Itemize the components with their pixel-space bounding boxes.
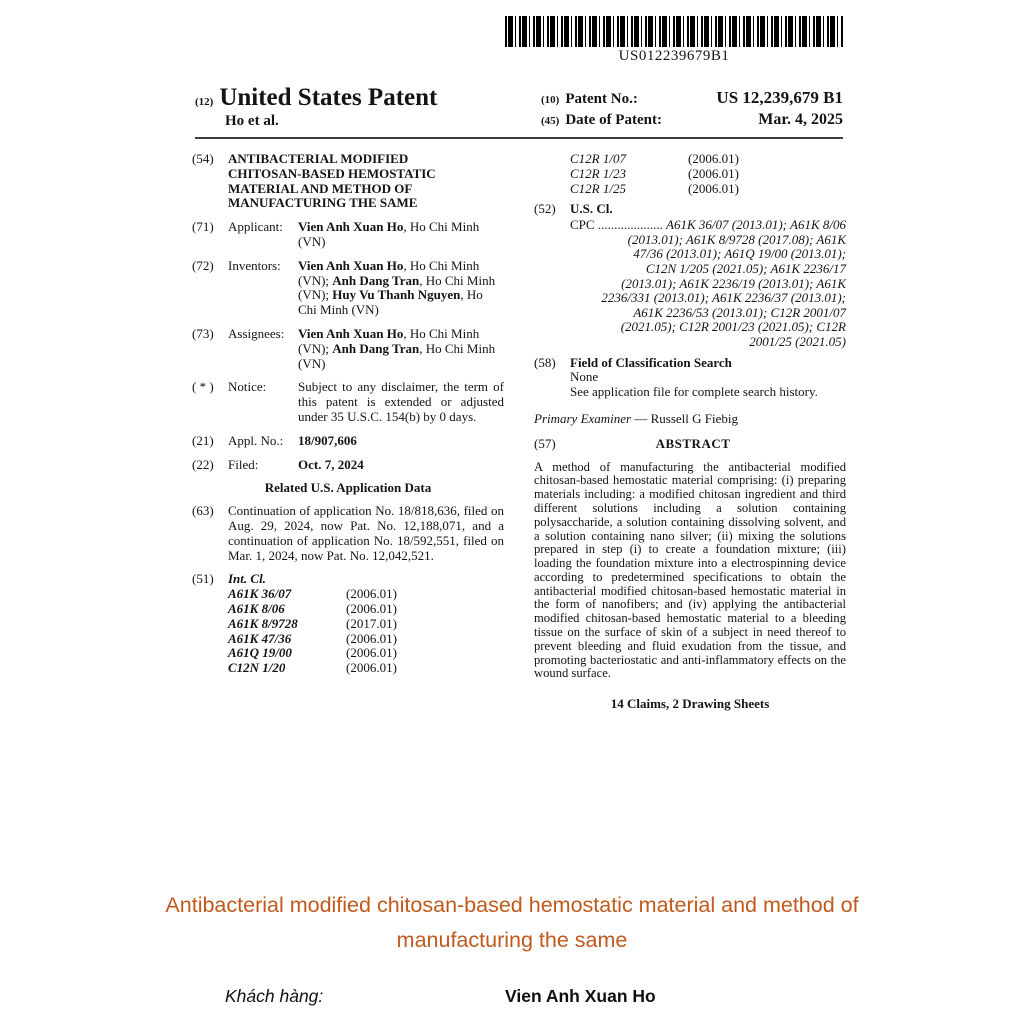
- field-num-asterisk: ( * ): [192, 379, 214, 395]
- notice-entry: [192, 380, 504, 424]
- int-cl-row: [228, 646, 504, 661]
- int-cl-version: (2006.01): [688, 180, 739, 196]
- cpc-block: [570, 218, 846, 349]
- cpc-line: C12N 1/205 (2021.05); A61K 2236/17: [645, 260, 846, 276]
- int-cl-row: [228, 632, 504, 647]
- int-cl-version: (2006.01): [346, 586, 397, 602]
- patent-no-label: Patent No.:: [565, 91, 638, 107]
- int-cl-version: (2006.01): [688, 151, 739, 166]
- int-cl-entry: [192, 572, 504, 676]
- int-cl-code: A61K 8/9728: [228, 615, 298, 631]
- patent-no-row: [541, 88, 843, 108]
- invention-title: ANTIBACTERIAL MODIFIED CHITOSAN-BASED HEMOSTATIC MATERIAL AND METHOD OF MANUFACTURING THE SAME: [228, 151, 436, 211]
- patent-header: [195, 84, 843, 132]
- right-column: [534, 152, 846, 712]
- cpc-line: (2013.01); A61K 8/9728 (2017.08); A61K: [627, 231, 846, 247]
- title-entry: [192, 152, 504, 211]
- cpc-line: A61K 2236/53 (2013.01); C12R 2001/07: [633, 304, 846, 320]
- office-line: [195, 84, 525, 112]
- abstract-entry: [534, 437, 846, 452]
- int-cl-version: (2006.01): [346, 660, 397, 676]
- int-cl-continued: [570, 152, 846, 196]
- int-cl-row: [570, 182, 846, 197]
- cpc-prefix: CPC ....................: [570, 217, 663, 233]
- patent-no-value: US 12,239,679 B1: [716, 88, 843, 107]
- appl-no-label: Appl. No.:: [228, 432, 284, 448]
- field-num-22: (22): [192, 456, 214, 472]
- cpc-line: A61K 36/07 (2013.01); A61K 8/06: [666, 217, 846, 233]
- int-cl-version: (2006.01): [688, 165, 739, 181]
- field-num-63: (63): [192, 503, 214, 519]
- inventor-short: Ho et al.: [225, 113, 279, 129]
- barcode-block: [505, 16, 843, 65]
- us-cl-label: U.S. Cl.: [570, 201, 613, 217]
- field-search-entry: [534, 356, 846, 400]
- assignees-label: Assignees:: [228, 325, 285, 341]
- int-cl-code: A61K 36/07: [228, 586, 292, 602]
- field-search-none: None: [570, 369, 599, 385]
- applicant-value: Vien Anh Xuan Ho, Ho Chi Minh (VN): [298, 219, 480, 249]
- field-num-21: (21): [192, 432, 214, 448]
- header-left: [195, 84, 525, 132]
- filed-value: Oct. 7, 2024: [298, 456, 364, 472]
- int-cl-row: [228, 617, 504, 632]
- int-cl-row: [570, 167, 846, 182]
- continuation-text: Continuation of application No. 18/818,636, filed on Aug. 29, 2024, now Pat. No. 12,188,071, and a continuation of application No. 18/592,551, filed on Mar. 1, 2024, now Pat. No. 12,042,521.: [228, 503, 504, 563]
- int-cl-code: C12N 1/20: [228, 660, 286, 676]
- cpc-line: 2001/25 (2021.05): [749, 333, 846, 349]
- date-of-patent-value: Mar. 4, 2025: [758, 111, 843, 128]
- inventors-value: Vien Anh Xuan Ho, Ho Chi Minh (VN); Anh Dang Tran, Ho Chi Minh (VN); Huy Vu Thanh Nguyen, Ho Chi Minh (VN): [298, 257, 496, 318]
- applicant-label: Applicant:: [228, 219, 283, 235]
- notice-label: Notice:: [228, 379, 267, 395]
- assignees-entry: [192, 327, 504, 371]
- field-search-label: Field of Classification Search: [570, 354, 732, 370]
- barcode-image: [505, 16, 843, 47]
- date-of-patent-row: [541, 111, 843, 129]
- int-cl-row: [228, 661, 504, 676]
- field-num-45: (45): [541, 115, 560, 127]
- applicant-entry: [192, 220, 504, 250]
- int-cl-code: A61Q 19/00: [228, 645, 292, 661]
- barcode-number: US012239679B1: [618, 48, 730, 64]
- int-cl-row: [228, 587, 504, 602]
- cpc-line: (2013.01); A61K 2236/19 (2013.01); A61K: [621, 275, 846, 291]
- primary-examiner-name: — Russell G Fiebig: [631, 410, 739, 426]
- filed-label: Filed:: [228, 456, 259, 472]
- claims-drawing-line: 14 Claims, 2 Drawing Sheets: [610, 696, 770, 712]
- slide-title: Antibacterial modified chitosan-based hemostatic material and method of manufacturing the same: [165, 893, 859, 952]
- int-cl-code: C12R 1/23: [570, 165, 626, 181]
- int-cl-row: [228, 602, 504, 617]
- abstract-heading: ABSTRACT: [655, 435, 731, 451]
- field-num-72: (72): [192, 257, 214, 273]
- field-num-73: (73): [192, 325, 214, 341]
- assignees-value: Vien Anh Xuan Ho, Ho Chi Minh (VN); Anh Dang Tran, Ho Chi Minh (VN): [298, 325, 496, 371]
- appl-no-value: 18/907,606: [298, 432, 357, 448]
- appl-no-entry: [192, 434, 504, 449]
- field-num-10: (10): [541, 94, 560, 106]
- int-cl-code: C12R 1/25: [570, 180, 626, 196]
- field-num-51: (51): [192, 571, 214, 587]
- cpc-line: 47/36 (2013.01); A61Q 19/00 (2013.01);: [633, 246, 846, 262]
- customer-label: Khách hàng:: [225, 986, 324, 1006]
- header-right: [541, 84, 843, 132]
- inventors-label: Inventors:: [228, 257, 281, 273]
- field-num-58: (58): [534, 354, 556, 370]
- bibliographic-columns: [192, 152, 846, 712]
- continuation-entry: [192, 504, 504, 563]
- notice-text: Subject to any disclaimer, the term of this patent is extended or adjusted under 35 U.S.C. 154(b) by 0 days.: [298, 379, 504, 424]
- int-cl-row: [570, 152, 846, 167]
- customer-name: Vien Anh Xuan Ho: [505, 986, 656, 1006]
- int-cl-version: (2006.01): [346, 630, 397, 646]
- cpc-line: 2236/331 (2013.01); A61K 2236/37 (2013.01);: [601, 290, 846, 306]
- cpc-line: (2021.05); C12R 2001/23 (2021.05); C12R: [620, 319, 846, 335]
- primary-examiner-row: [534, 412, 846, 427]
- int-cl-code: C12R 1/07: [570, 151, 626, 166]
- int-cl-code: A61K 47/36: [228, 630, 292, 646]
- field-num-52: (52): [534, 201, 556, 217]
- primary-examiner-label: Primary Examiner: [534, 410, 632, 426]
- us-cl-entry: [534, 202, 846, 349]
- int-cl-version: (2006.01): [346, 600, 397, 616]
- related-data-heading: Related U.S. Application Data: [264, 480, 432, 496]
- int-cl-version: (2017.01): [346, 615, 397, 631]
- field-num-57: (57): [534, 435, 556, 451]
- office-name: United States Patent: [219, 84, 438, 111]
- field-num-71: (71): [192, 219, 214, 235]
- filed-entry: [192, 458, 504, 473]
- header-divider: [195, 137, 843, 139]
- field-num-54: (54): [192, 151, 214, 166]
- left-column: [192, 152, 504, 712]
- field-search-note: See application file for complete search history.: [570, 384, 818, 400]
- field-num-12: (12): [195, 96, 214, 108]
- inventors-entry: [192, 259, 504, 318]
- date-of-patent-label: Date of Patent:: [565, 112, 662, 128]
- int-cl-code: A61K 8/06: [228, 600, 285, 616]
- int-cl-label: Int. Cl.: [228, 571, 266, 587]
- int-cl-version: (2006.01): [346, 645, 397, 661]
- abstract-text: A method of manufacturing the antibacterial modified chitosan-based hemostatic material comprising: (i) preparing materials including: a modified chitosan ingredient and third different solutions including a solution containing polysaccharide, a solution containing dissolving solvent, and a solution containing nano silver; (ii) mixing the solutions prepared in step (i) to create a foundation mixture; (iii) loading the foundation mixture into a electrospinning device according to predetermined specifications to obtain the antibacterial modified chitosan-based hemostatic material in the form of nanofibers; and (iv) applying the antibacterial modified chitosan-based hemostatic material to a bleeding tissue on the surface of skin of a subject in need thereof to prevent bleeding and fluid exudation from the tissue, and promoting bacteriostatic and anti-inflammatory effects on the wound surface.: [534, 459, 846, 681]
